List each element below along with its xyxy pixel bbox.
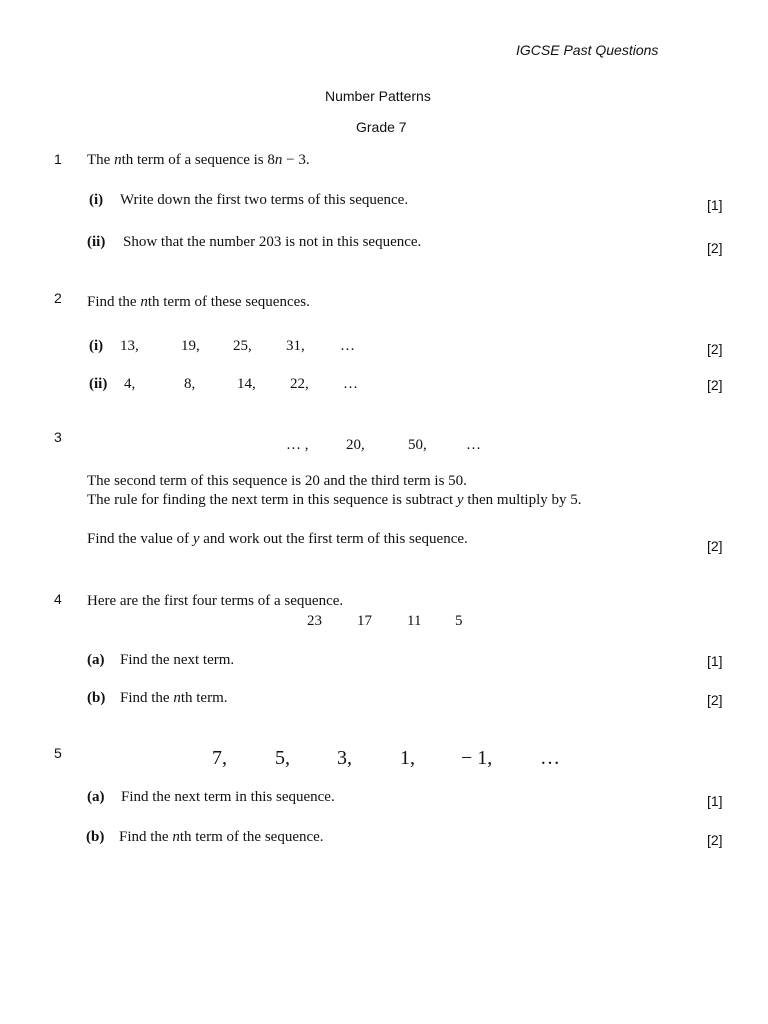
sequence-term: 23	[307, 613, 322, 629]
marks: [2]	[707, 832, 723, 848]
question-number: 1	[54, 151, 62, 167]
question-stem	[87, 294, 310, 311]
part-label: (b)	[86, 829, 105, 845]
stem-text: then multiply by 5.	[463, 492, 582, 508]
page-title: Number Patterns	[325, 88, 431, 104]
marks: [2]	[707, 692, 723, 708]
stem-text: th term of these sequences.	[147, 294, 310, 310]
stem-text: Find the	[119, 829, 173, 845]
question-number: 2	[54, 290, 62, 306]
sequence-term: 1,	[400, 747, 415, 769]
marks: [2]	[707, 377, 723, 393]
sequence-term: 14,	[237, 376, 256, 392]
sequence-term: 7,	[212, 747, 227, 769]
stem-text: Find the	[87, 294, 141, 310]
sequence-term: − 1,	[461, 747, 493, 769]
sequence-term: 31,	[286, 338, 305, 354]
sequence-term: …	[466, 437, 481, 453]
sequence-term: 22,	[290, 376, 309, 392]
part-label: (ii)	[87, 234, 106, 250]
sequence-term: 20,	[346, 437, 365, 453]
sequence-term: 3,	[337, 747, 352, 769]
marks: [1]	[707, 653, 723, 669]
part-label: (i)	[89, 192, 104, 208]
question-text-line: The second term of this sequence is 20 and the third term is 50.	[87, 473, 467, 489]
variable-n: n	[274, 152, 283, 168]
part-text: Show that the number 203 is not in this sequence.	[123, 234, 422, 250]
question-number: 4	[54, 591, 62, 607]
part-text	[120, 690, 228, 707]
question-text-line	[87, 492, 582, 509]
stem-text: − 3.	[282, 152, 310, 168]
marks: [1]	[707, 793, 723, 809]
grade-label: Grade 7	[356, 119, 407, 135]
marks: [2]	[707, 240, 723, 256]
question-stem	[87, 152, 310, 169]
stem-text: Find the	[120, 690, 174, 706]
sequence-term: 11	[407, 613, 422, 629]
sequence-term: 50,	[408, 437, 427, 453]
sequence-term: …	[540, 747, 560, 769]
part-label: (a)	[87, 652, 105, 668]
sequence-term: …	[340, 338, 355, 354]
variable-y: y	[456, 492, 464, 508]
stem-text: th term of a sequence is 8	[121, 152, 275, 168]
sequence-term: 13,	[120, 338, 139, 354]
part-label: (i)	[89, 338, 104, 354]
marks: [2]	[707, 341, 723, 357]
sequence-term: 5,	[275, 747, 290, 769]
question-text-line	[87, 531, 468, 548]
variable-n: n	[172, 829, 180, 845]
question-number: 3	[54, 429, 62, 445]
stem-text: th term of the sequence.	[179, 829, 324, 845]
sequence-term: …	[343, 376, 358, 392]
sequence-term: 17	[357, 613, 372, 629]
variable-n: n	[140, 294, 148, 310]
variable-y: y	[192, 531, 200, 547]
stem-text: Find the value of	[87, 531, 193, 547]
sequence-term: 25,	[233, 338, 252, 354]
part-text: Find the next term in this sequence.	[121, 789, 335, 805]
variable-n: n	[173, 690, 181, 706]
stem-text: th term.	[180, 690, 228, 706]
question-number: 5	[54, 745, 62, 761]
stem-text: The	[87, 152, 115, 168]
variable-n: n	[114, 152, 122, 168]
stem-text: The rule for finding the next term in this sequence is subtract	[87, 492, 457, 508]
stem-text: and work out the first term of this sequence.	[199, 531, 468, 547]
sequence-term: 8,	[184, 376, 196, 392]
sequence-term: 4,	[124, 376, 136, 392]
part-label: (a)	[87, 789, 105, 805]
sequence-term: … ,	[286, 437, 309, 453]
part-label: (ii)	[89, 376, 108, 392]
part-label: (b)	[87, 690, 106, 706]
sequence-term: 5	[455, 613, 463, 629]
marks: [2]	[707, 538, 723, 554]
part-text: Find the next term.	[120, 652, 235, 668]
part-text	[119, 829, 324, 846]
question-stem: Here are the first four terms of a sequence.	[87, 593, 344, 609]
marks: [1]	[707, 197, 723, 213]
part-text: Write down the first two terms of this sequence.	[120, 192, 409, 208]
sequence-term: 19,	[181, 338, 200, 354]
source-header: IGCSE Past Questions	[516, 42, 659, 58]
